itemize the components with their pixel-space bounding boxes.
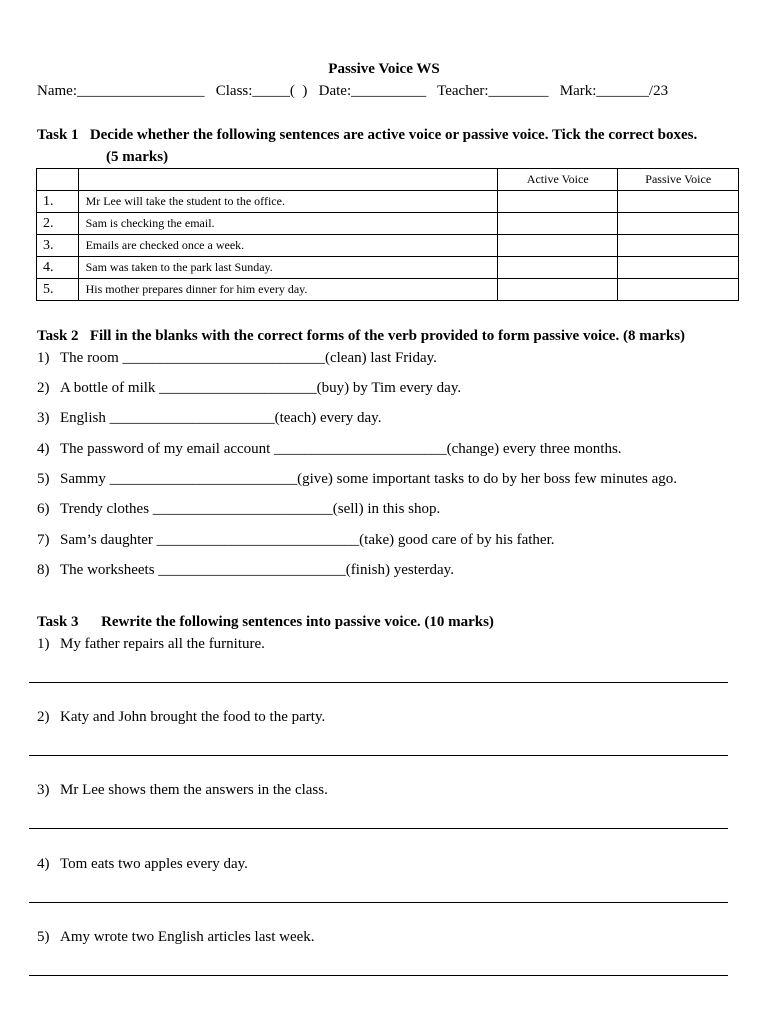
item-number: 7) (37, 532, 50, 548)
worksheet-title: Passive Voice WS (328, 61, 440, 77)
task3-label: Task 3 (37, 614, 79, 630)
active-voice-tick-box[interactable] (498, 257, 618, 279)
row-number: 4. (37, 257, 79, 279)
task2-instruction: Fill in the blanks with the correct forms of the verb provided to form passive voice. (8 marks) (89, 328, 686, 344)
active-voice-tick-box[interactable] (498, 191, 618, 213)
row-number: 2. (37, 213, 79, 235)
item-number: 5) (37, 471, 50, 487)
answer-line[interactable] (29, 975, 728, 976)
task2-item[interactable] (37, 532, 555, 549)
item-number: 2) (37, 380, 50, 396)
task2-label: Task 2 (37, 328, 79, 344)
item-text: Amy wrote two English articles last week. (60, 929, 315, 945)
item-text: The password of my email account _______________________(change) every three months. (60, 441, 622, 457)
item-number: 6) (37, 501, 50, 517)
row-sentence: Sam was taken to the park last Sunday. (78, 257, 497, 279)
task3-heading (37, 614, 494, 631)
task3-item (37, 856, 248, 873)
answer-line[interactable] (29, 828, 728, 829)
answer-line[interactable] (29, 682, 728, 683)
task1-heading (37, 127, 697, 144)
answer-line[interactable] (29, 755, 728, 756)
row-sentence: Emails are checked once a week. (78, 235, 497, 257)
task2-item[interactable] (37, 501, 440, 518)
task2-item[interactable] (37, 410, 381, 427)
task1-instruction: Decide whether the following sentences are active voice or passive voice. Tick the correct boxes. (89, 127, 698, 143)
item-number: 2) (37, 709, 50, 725)
task2-item[interactable] (37, 471, 677, 488)
header-passive-voice: Passive Voice (618, 169, 739, 191)
task3-instruction: Rewrite the following sentences into passive voice. (10 marks) (101, 614, 494, 630)
task2-heading (37, 328, 685, 345)
passive-voice-tick-box[interactable] (618, 257, 739, 279)
item-number: 8) (37, 562, 50, 578)
item-text: Trendy clothes ________________________(sell) in this shop. (60, 501, 441, 517)
item-number: 3) (37, 410, 50, 426)
task1-marks: (5 marks) (106, 149, 169, 165)
row-sentence: Sam is checking the email. (78, 213, 497, 235)
student-info-line: Name:_________________ Class:_____( ) Date:__________ Teacher:________ Mark:_______/23 (37, 83, 669, 99)
row-number: 1. (37, 191, 79, 213)
table-row (37, 213, 739, 235)
task1-label: Task 1 (37, 127, 79, 143)
item-text: The worksheets _________________________(finish) yesterday. (60, 562, 454, 578)
table-row (37, 191, 739, 213)
item-number: 3) (37, 782, 50, 798)
active-voice-tick-box[interactable] (498, 213, 618, 235)
task3-item (37, 636, 265, 653)
task2-item[interactable] (37, 441, 622, 458)
item-number: 1) (37, 636, 50, 652)
row-sentence: Mr Lee will take the student to the office. (78, 191, 497, 213)
table-row (37, 235, 739, 257)
active-voice-tick-box[interactable] (498, 279, 618, 301)
passive-voice-tick-box[interactable] (618, 279, 739, 301)
header-cell-number (37, 169, 79, 191)
passive-voice-tick-box[interactable] (618, 235, 739, 257)
task2-item[interactable] (37, 350, 437, 367)
row-sentence: His mother prepares dinner for him every day. (78, 279, 497, 301)
item-text: English ______________________(teach) every day. (60, 410, 382, 426)
task1-table (36, 168, 739, 301)
table-row (37, 279, 739, 301)
item-text: My father repairs all the furniture. (60, 636, 265, 652)
item-number: 5) (37, 929, 50, 945)
row-number: 5. (37, 279, 79, 301)
item-text: Sammy _________________________(give) some important tasks to do by her boss few minutes ago. (60, 471, 678, 487)
item-text: Katy and John brought the food to the party. (60, 709, 326, 725)
task2-item[interactable] (37, 562, 454, 579)
item-text: Mr Lee shows them the answers in the class. (60, 782, 328, 798)
item-text: Sam’s daughter ___________________________(take) good care of by his father. (60, 532, 555, 548)
item-text: Tom eats two apples every day. (60, 856, 248, 872)
answer-line[interactable] (29, 902, 728, 903)
table-row (37, 257, 739, 279)
item-number: 4) (37, 856, 50, 872)
item-number: 4) (37, 441, 50, 457)
task3-item (37, 929, 315, 946)
table-header-row (37, 169, 739, 191)
task2-item[interactable] (37, 380, 461, 397)
item-number: 1) (37, 350, 50, 366)
passive-voice-tick-box[interactable] (618, 191, 739, 213)
item-text: A bottle of milk _____________________(buy) by Tim every day. (60, 380, 462, 396)
passive-voice-tick-box[interactable] (618, 213, 739, 235)
active-voice-tick-box[interactable] (498, 235, 618, 257)
item-text: The room ___________________________(clean) last Friday. (60, 350, 437, 366)
task3-item (37, 782, 328, 799)
task3-item (37, 709, 325, 726)
header-active-voice: Active Voice (498, 169, 618, 191)
header-cell-sentence (78, 169, 497, 191)
row-number: 3. (37, 235, 79, 257)
